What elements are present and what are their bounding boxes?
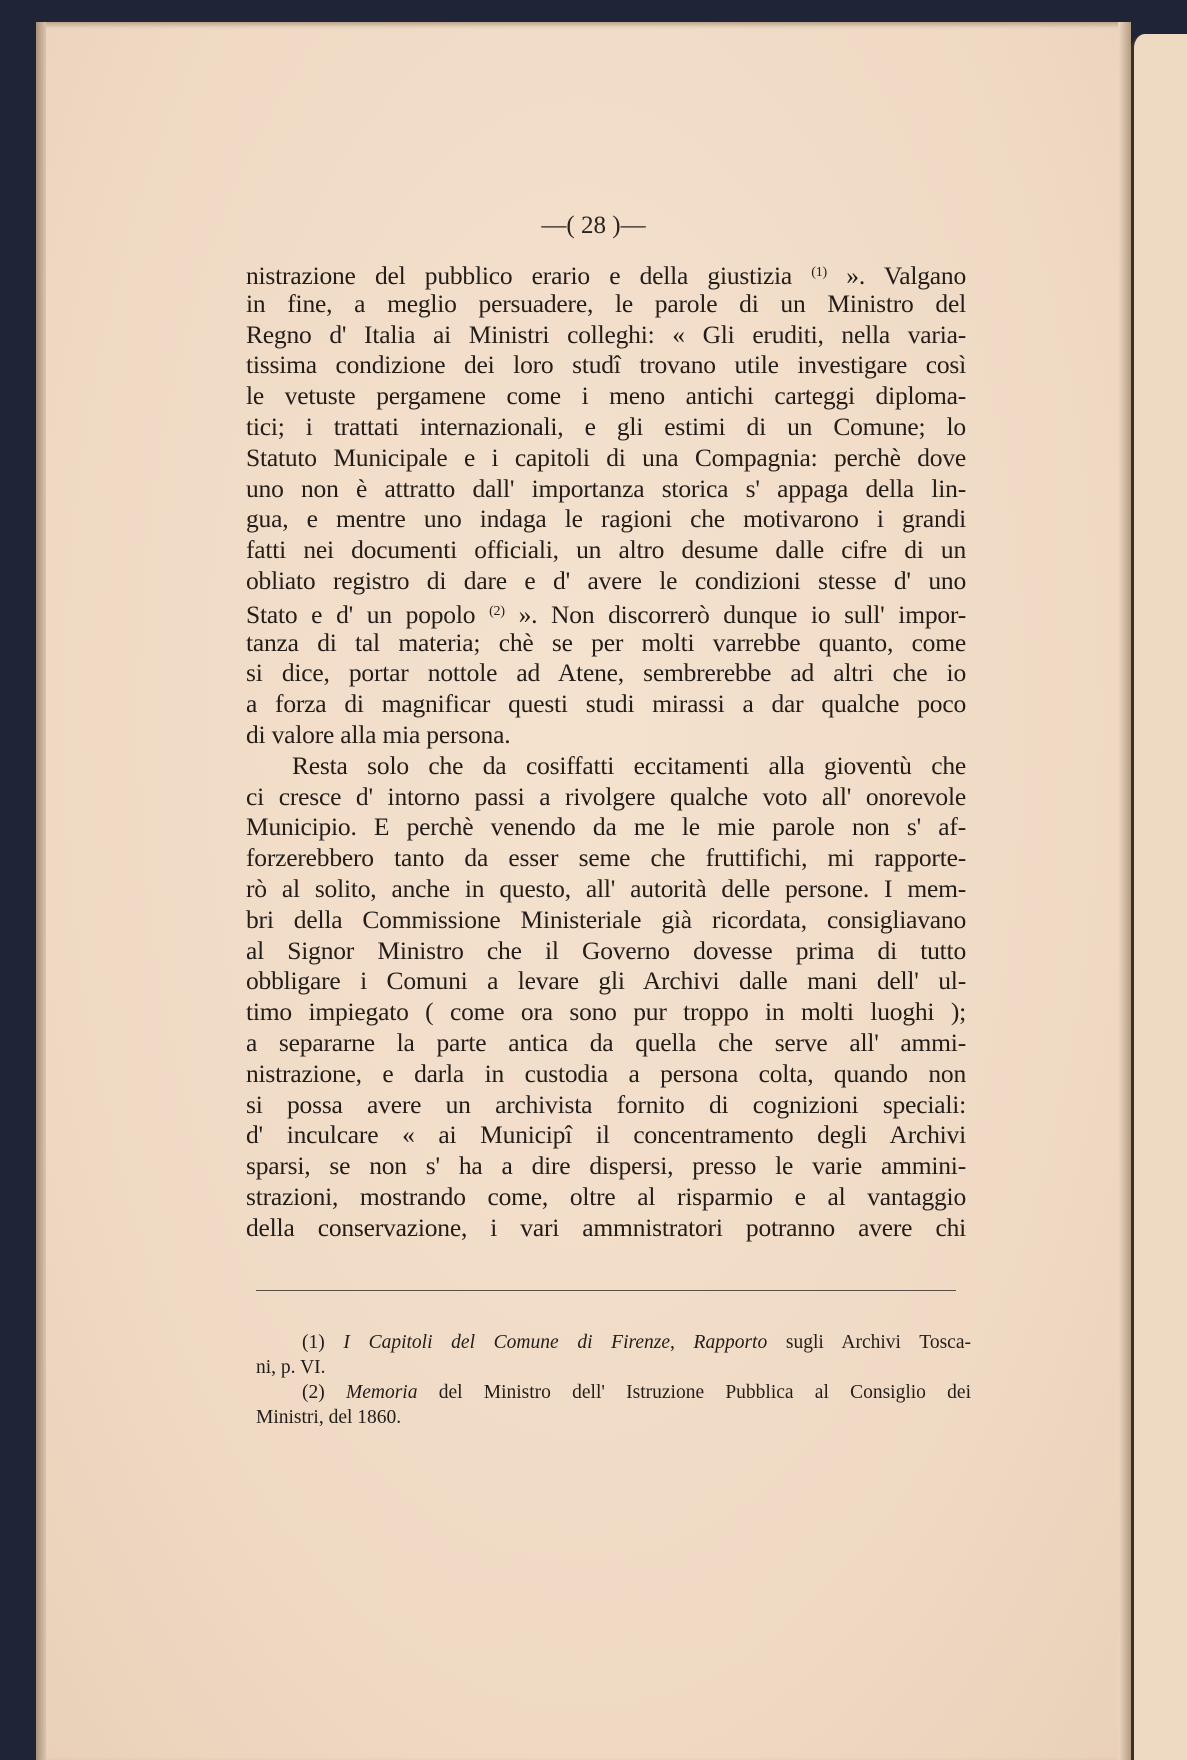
text-run: ,	[670, 1332, 694, 1353]
text-line	[246, 1120, 966, 1151]
text-run: (1)	[302, 1332, 344, 1353]
footnote-divider	[256, 1290, 956, 1291]
text-line	[246, 381, 966, 412]
text-line	[246, 843, 966, 874]
text-run: obbligare i Comuni a levare gli Archivi dalle mani dell' ul-	[246, 966, 966, 996]
text-run: sugli Archivi Tosca-	[767, 1332, 971, 1353]
text-line	[246, 628, 966, 659]
text-line	[246, 936, 966, 967]
text-run: in fine, a meglio persuadere, le parole di un Ministro del	[246, 288, 966, 318]
text-run: forzerebbero tanto da esser seme che fruttifichi, mi rapporte-	[246, 843, 966, 873]
text-line	[246, 997, 966, 1028]
body-text	[246, 258, 966, 1244]
text-run: d' inculcare « ai Municipî il concentramento degli Archivi	[246, 1120, 966, 1150]
footnotes	[256, 1330, 971, 1430]
italic-title: Rapporto	[693, 1332, 768, 1353]
text-line	[246, 258, 966, 289]
text-line	[246, 320, 966, 351]
text-run: si possa avere un archivista fornito di cognizioni speciali:	[246, 1089, 966, 1119]
text-run: del Ministro dell' Istruzione Pubblica al Consiglio dei	[417, 1382, 971, 1403]
text-run: strazioni, mostrando come, oltre al risparmio e al vantaggio	[246, 1181, 966, 1211]
text-line	[246, 350, 966, 381]
text-line	[246, 1213, 966, 1244]
text-line	[246, 597, 966, 628]
footnote-line	[256, 1405, 971, 1430]
text-line	[246, 535, 966, 566]
text-run: tanza di tal materia; chè se per molti varrebbe quanto, come	[246, 627, 966, 657]
text-run: sparsi, se non s' ha a dire dispersi, presso le varie ammini-	[246, 1151, 966, 1181]
text-line	[246, 566, 966, 597]
text-run: nistrazione, e darla in custodia a persona colta, quando non	[246, 1058, 966, 1088]
footnote-reference: (1)	[811, 265, 828, 280]
text-run: rò al solito, anche in questo, all' autorità delle persone. I mem-	[246, 873, 966, 903]
text-run: gua, e mentre uno indaga le ragioni che motivarono i grandi	[246, 504, 966, 534]
text-line	[246, 289, 966, 320]
text-line	[246, 504, 966, 535]
text-run: bri della Commissione Ministeriale già ricordata, consigliavano	[246, 904, 966, 934]
text-run: della conservazione, i vari ammnistratori potranno avere chi	[246, 1212, 966, 1242]
text-run: ». Valgano	[827, 261, 966, 290]
italic-title: I Capitoli del Comune di Firenze	[343, 1332, 670, 1353]
text-run: ni, p. VI.	[256, 1357, 326, 1378]
text-run: Statuto Municipale e i capitoli di una Compagnia: perchè dove	[246, 442, 966, 472]
text-line	[246, 720, 966, 751]
text-run: fatti nei documenti officiali, un altro desume dalle cifre di un	[246, 535, 966, 565]
text-run: tici; i trattati internazionali, e gli estimi di un Comune; lo	[246, 411, 966, 441]
footnote-line	[256, 1355, 971, 1380]
text-line	[246, 412, 966, 443]
text-run: Resta solo che da cosiffatti eccitamenti alla gioventù che	[292, 750, 966, 780]
text-line	[246, 812, 966, 843]
text-line	[246, 782, 966, 813]
text-run: Stato e d' un popolo	[246, 599, 490, 629]
page-number: —( 28 )—	[541, 212, 646, 239]
text-run: Regno d' Italia ai Ministri colleghi: « Gli eruditi, nella varia-	[246, 319, 966, 349]
text-run: al Signor Ministro che il Governo dovesse prima di tutto	[246, 935, 966, 965]
text-run: di valore alla mia persona.	[246, 719, 511, 749]
text-line	[246, 658, 966, 689]
text-run: nistrazione del pubblico erario e della giustizia	[246, 261, 812, 290]
footnote-line	[256, 1330, 971, 1355]
text-line	[246, 966, 966, 997]
text-line	[246, 1151, 966, 1182]
text-line	[246, 1059, 966, 1090]
text-run: uno non è attratto dall' importanza storica s' appaga della lin-	[246, 473, 966, 503]
text-run: ». Non discorrerò dunque io sull' impor-	[504, 599, 967, 629]
next-page-edge	[1131, 34, 1187, 1760]
text-run: a separarne la parte antica da quella che serve all' ammi-	[246, 1027, 966, 1057]
text-line	[246, 1090, 966, 1121]
text-line	[246, 443, 966, 474]
text-run: le vetuste pergamene come i meno antichi carteggi diploma-	[246, 381, 966, 411]
text-run: si dice, portar nottole ad Atene, sembrerebbe ad altri che io	[246, 658, 966, 688]
text-line	[246, 1182, 966, 1213]
text-run: a forza di magnificar questi studi mirassi a dar qualche poco	[246, 689, 966, 719]
text-line	[246, 1028, 966, 1059]
footnote-line	[256, 1380, 971, 1405]
text-line	[246, 751, 966, 782]
text-run: ci cresce d' intorno passi a rivolgere qualche voto all' onorevole	[246, 781, 966, 811]
page-binding-edge	[36, 22, 46, 1760]
text-run: Municipio. E perchè venendo da me le mie parole non s' af-	[246, 812, 966, 842]
text-run: tissima condizione dei loro studî trovano utile investigare così	[246, 350, 966, 380]
text-run: obliato registro di dare e d' avere le condizioni stesse d' uno	[246, 565, 966, 595]
page-gutter	[1118, 22, 1131, 1760]
text-line	[246, 905, 966, 936]
footnote-reference: (2)	[489, 603, 505, 619]
text-line	[246, 874, 966, 905]
text-line	[246, 689, 966, 720]
italic-title: Memoria	[345, 1382, 418, 1403]
text-run: (2)	[302, 1382, 346, 1403]
text-run: Ministri, del 1860.	[256, 1407, 402, 1428]
text-run: timo impiegato ( come ora sono pur troppo in molti luoghi );	[246, 997, 966, 1027]
text-line	[246, 474, 966, 505]
